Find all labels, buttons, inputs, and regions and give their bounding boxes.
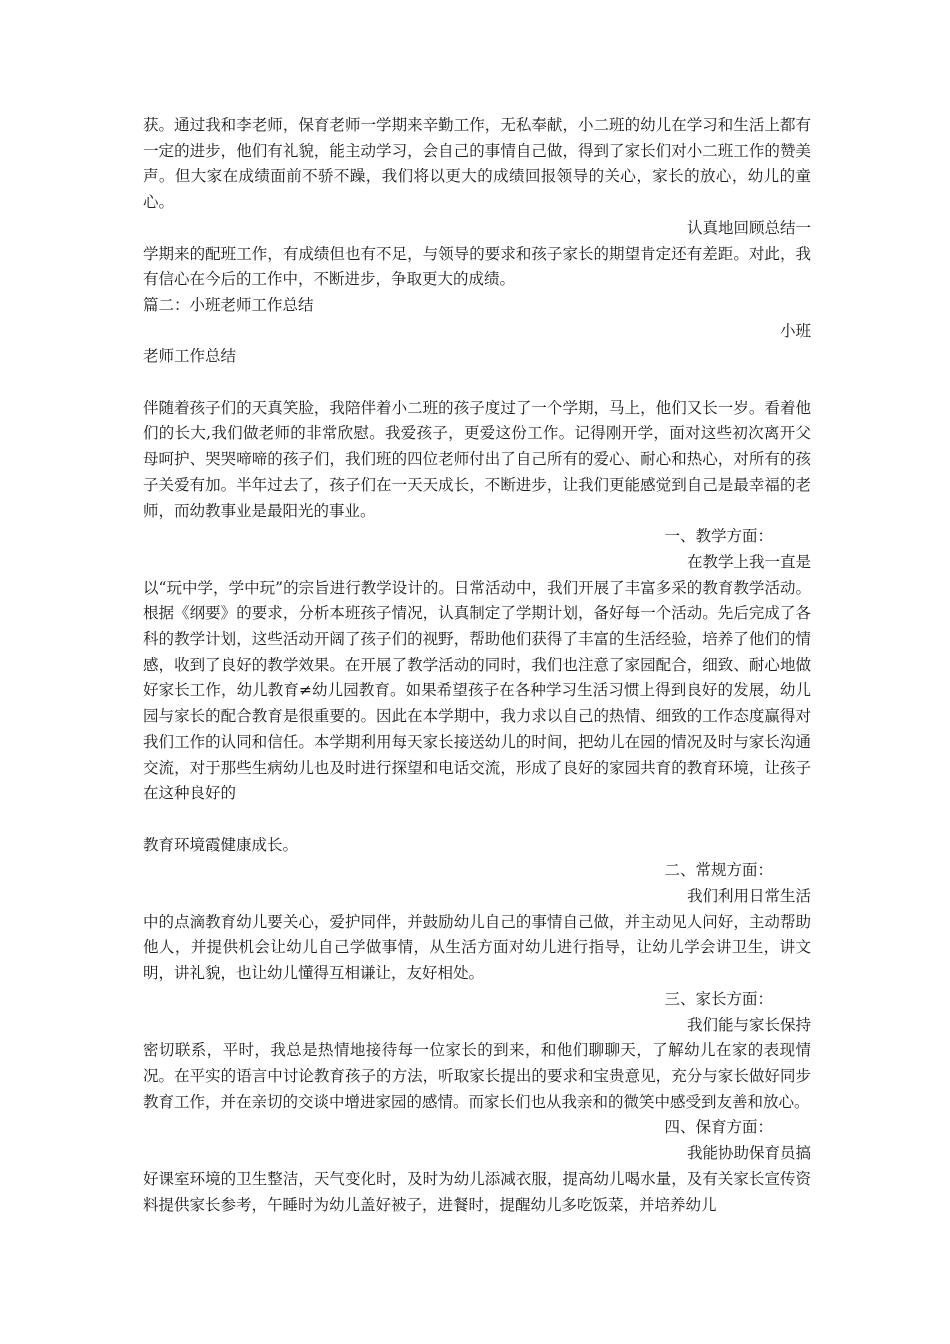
paragraph-parents-lead: 我们能与家长保持 (686, 1015, 811, 1034)
paragraph-routine-lead: 我们利用日常生活 (686, 887, 811, 906)
paragraph-care: 好课室环境的卫生整洁，天气变化时，及时为幼儿添减衣服，提高幼儿喝水量，及有关家长宣传资料提供家长参考，午睡时为幼儿盖好被子，进餐时，提醒幼儿多吃饭菜，并培养幼儿 (143, 1169, 811, 1214)
heading-care: 四、保育方面： (664, 1118, 773, 1137)
paragraph-care-lead: 我能协助保育员搞 (686, 1144, 811, 1163)
blank-line (143, 807, 811, 833)
heading-parents: 三、家长方面： (664, 989, 773, 1008)
paragraph-teaching-tail: 教育环境霞健康成长。 (143, 835, 299, 854)
paragraph-teaching-lead: 在教学上我一直是 (686, 552, 811, 571)
title-fragment-left: 老师工作总结 (143, 347, 237, 366)
paragraph-parents: 密切联系，平时，我总是热情地接待每一位家长的到来，和他们聊聊天，了解幼儿在家的表现情况。在平实的语言中讨论教育孩子的方法，听取家长提出的要求和宝贵意见，充分与家长做好同步教育工作，并在亲切的交谈中增进家园的感情。而家长们也从我亲和的微笑中感受到友善和放心。 (143, 1041, 811, 1111)
document-page (143, 113, 811, 1218)
section-two-title: 篇二：小班老师工作总结 (143, 295, 314, 314)
heading-teaching: 一、教学方面： (664, 527, 773, 546)
paragraph-intro: 伴随着孩子们的天真笑脸，我陪伴着小二班的孩子度过了一个学期，马上，他们又长一岁。看着他们的长大,我们做老师的非常欣慰。我爱孩子，更爱这份工作。记得刚开学，面对这些初次离开父母呵护、哭哭啼啼的孩子们，我们班的四位老师付出了自己所有的爱心、耐心和热心，对所有的孩子关爱有加。半年过去了，孩子们在一天天成长，不断进步，让我们更能感觉到自己是最幸福的老师，而幼教事业是最阳光的事业。 (143, 398, 811, 520)
paragraph-routine: 中的点滴教育幼儿要关心，爱护同伴，并鼓励幼儿自己的事情自己做，并主动见人问好，主动帮助他人，并提供机会让幼儿自己学做事情，从生活方面对幼儿进行指导，让幼儿学会讲卫生，讲文明，讲礼貌，也让幼儿懂得互相谦让，友好相处。 (143, 912, 811, 983)
blank-line (143, 370, 811, 396)
paragraph-teaching: 以“玩中学，学中玩”的宗旨进行教学设计的。日常活动中，我们开展了丰富多采的教育教学活动。根据《纲要》的要求，分析本班孩子情况，认真制定了学期计划，备好每一个活动。先后完成了各科的教学计划，这些活动开阔了孩子们的视野，帮助他们获得了丰富的生活经验，培养了他们的情感，收到了良好的教学效果。在开展了教学活动的同时，我们也注意了家园配合，细致、耐心地做好家长工作，幼儿教育≠幼儿园教育。如果希望孩子在各种学习生活习惯上得到良好的发展，幼儿园与家长的配合教育是很重要的。因此在本学期中，我力求以自己的热情、细致的工作态度赢得对我们工作的认同和信任。本学期利用每天家长接送幼儿的时间，把幼儿在园的情况及时与家长沟通交流，对于那些生病幼儿也及时进行探望和电话交流，形成了良好的家园共育的教育环境，让孩子在这种良好的 (143, 578, 811, 803)
paragraph-review: 学期来的配班工作，有成绩但也有不足，与领导的要求和孩子家长的期望肯定还有差距。对此，我有信心在今后的工作中，不断进步，争取更大的成绩。 (143, 244, 811, 289)
heading-routine: 二、常规方面： (664, 861, 773, 880)
title-fragment-right: 小班 (779, 321, 811, 340)
paragraph-review-lead: 认真地回顾总结一 (686, 218, 811, 237)
paragraph-conclusion: 获。通过我和李老师，保育老师一学期来辛勤工作，无私奉献，小二班的幼儿在学习和生活上都有一定的进步，他们有礼貌，能主动学习，会自己的事情自己做，得到了家长们对小二班工作的赞美声。但大家在成绩面前不骄不躁，我们将以更大的成绩回报领导的关心，家长的放心，幼儿的童心。 (143, 116, 811, 212)
